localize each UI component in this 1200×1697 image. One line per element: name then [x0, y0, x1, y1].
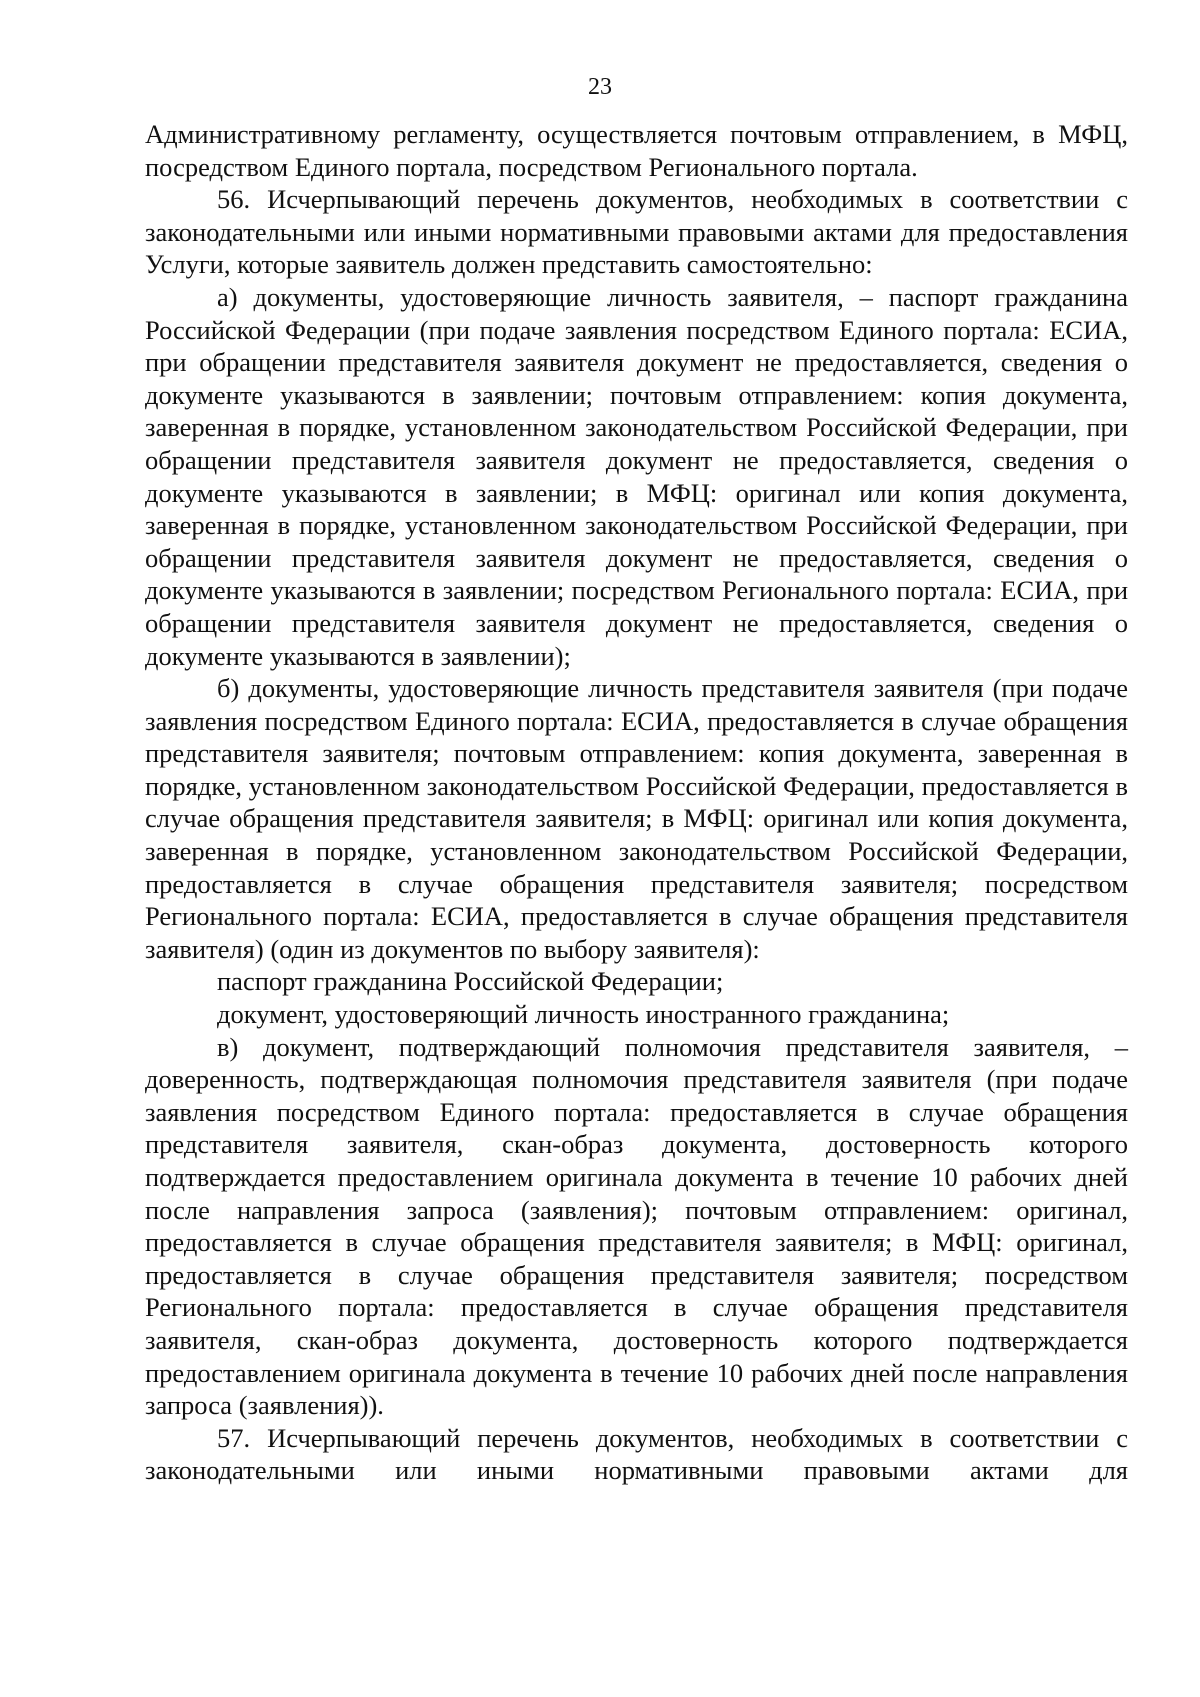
paragraph-list-foreign-id: документ, удостоверяющий личность иностранного гражданина;	[217, 999, 950, 1030]
paragraph-item-57: 57. Исчерпывающий перечень документов, необходимых в соответствии с законодательными или иными нормативными правовыми актами для	[145, 1422, 1128, 1486]
document-body	[145, 118, 1128, 1487]
page-number: 23	[588, 74, 612, 100]
paragraph-subitem-v: в) документ, подтверждающий полномочия представителя заявителя, – доверенность, подтверждающая полномочия представителя заявителя (при подаче заявления посредством Единого портала: предоставляется в случае обращения представителя заявителя, скан-образ документа, достоверность которого подтверждается предоставлением оригинала документа в течение 10 рабочих дней после направления запроса (заявления); почтовым отправлением: оригинал, предоставляется в случае обращения представителя заявителя; в МФЦ: оригинал, предоставляется в случае обращения представителя заявителя; посредством Регионального портала: предоставляется в случае обращения представителя заявителя, скан-образ документа, достоверность которого подтверждается предоставлением оригинала документа в течение 10 рабочих дней после направления запроса (заявления)).	[145, 1031, 1128, 1421]
paragraph-subitem-b: б) документы, удостоверяющие личность представителя заявителя (при подаче заявления посредством Единого портала: ЕСИА, предоставляется в случае обращения представителя заявителя; почтовым отправлением: копия документа, заверенная в порядке, установленном законодательством Российской Федерации, предоставляется в случае обращения представителя заявителя; в МФЦ: оригинал или копия документа, заверенная в порядке, установленном законодательством Российской Федерации, предоставляется в случае обращения представителя заявителя; посредством Регионального портала: ЕСИА, предоставляется в случае обращения представителя заявителя) (один из документов по выбору заявителя):	[145, 673, 1128, 964]
paragraph-list-passport: паспорт гражданина Российской Федерации;	[217, 966, 724, 997]
paragraph-item-56: 56. Исчерпывающий перечень документов, необходимых в соответствии с законодательными или иными нормативными правовыми актами для предоставления Услуги, которые заявитель должен представить самостоятельно:	[145, 184, 1128, 280]
paragraph-subitem-a: а) документы, удостоверяющие личность заявителя, – паспорт гражданина Российской Федерации (при подаче заявления посредством Единого портала: ЕСИА, при обращении представителя заявителя документ не предоставляется, сведения о документе указываются в заявлении; почтовым отправлением: копия документа, заверенная в порядке, установленном законодательством Российской Федерации, при обращении представителя заявителя документ не предоставляется, сведения о документе указываются в заявлении; в МФЦ: оригинал или копия документа, заверенная в порядке, установленном законодательством Российской Федерации, при обращении представителя заявителя документ не предоставляется, сведения о документе указываются в заявлении; посредством Регионального портала: ЕСИА, при обращении представителя заявителя документ не предоставляется, сведения о документе указываются в заявлении);	[145, 281, 1128, 671]
paragraph-continuation: Административному регламенту, осуществляется почтовым отправлением, в МФЦ, посредством Единого портала, посредством Регионального портала.	[145, 119, 1128, 182]
